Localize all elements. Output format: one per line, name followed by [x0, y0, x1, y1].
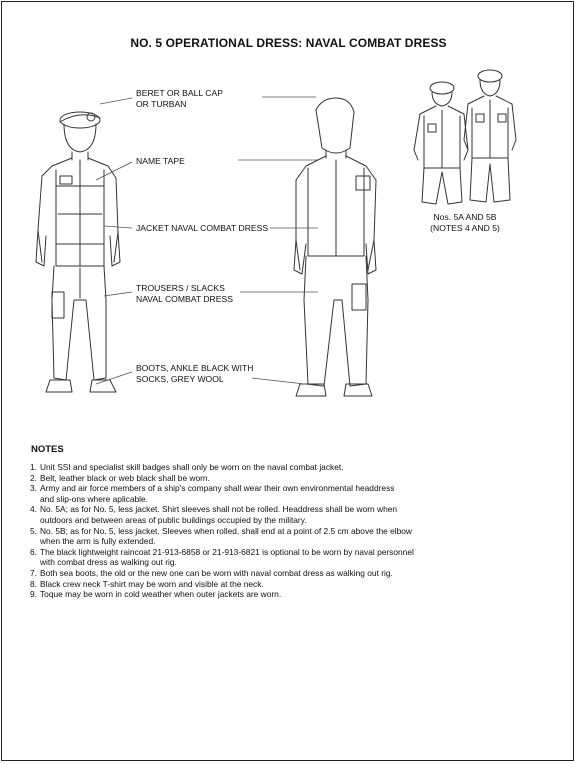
note-item: 2. Belt, leather black or web black shall be worn.	[30, 472, 210, 483]
small-figures	[414, 70, 516, 204]
label-boots: BOOTS, ANKLE BLACK WITH SOCKS, GREY WOOL	[136, 363, 254, 384]
front-figure	[36, 112, 120, 392]
note-item: 9. Toque may be worn in cold weather when outer jackets are worn.	[30, 589, 282, 600]
note-item: 7. Both sea boots, the old or the new one can be worn with naval combat dress as walking out rig.	[30, 567, 393, 578]
note-item: 5. No. 5B; as for No. 5, less jacket. Sleeves when rolled, shall end at a point of 2.5 cm above the elbow when the arm is fully extended.	[30, 525, 412, 547]
leader-lines	[96, 97, 322, 386]
label-jacket: JACKET NAVAL COMBAT DRESS	[136, 223, 269, 233]
note-item: 4. No. 5A; as for No. 5, less jacket. Shirt sleeves shall not be rolled. Headdress shall be worn when outdoors and between areas of public buildings occupied by the military.	[30, 504, 398, 525]
page-title: NO. 5 OPERATIONAL DRESS: NAVAL COMBAT DRESS	[130, 36, 447, 50]
notes-heading: NOTES	[31, 444, 64, 455]
note-item: 3. Army and air force members of a ship's company shall wear their own environmental headdress and slip-ons where aplicable.	[30, 483, 395, 504]
label-name-tape: NAME TAPE	[136, 156, 185, 166]
label-trousers: TROUSERS / SLACKS NAVAL COMBAT DRESS	[136, 283, 233, 304]
notes-list	[30, 462, 550, 600]
label-headdress: BERET OR BALL CAP OR TURBAN	[136, 88, 223, 109]
note-item: 1. Unit SSI and specialist skill badges shall only be worn on the naval combat jacket.	[30, 462, 344, 472]
note-item: 6. The black lightweight raincoat 21-913-6858 or 21-913-6821 is optional to be worn by naval personnel with combat dress as walking out rig.	[30, 546, 414, 568]
back-figure	[294, 98, 376, 396]
figure-caption: Nos. 5A AND 5B (NOTES 4 AND 5)	[430, 212, 500, 233]
note-item: 8. Black crew neck T-shirt may be worn and visible at the neck.	[30, 578, 264, 589]
